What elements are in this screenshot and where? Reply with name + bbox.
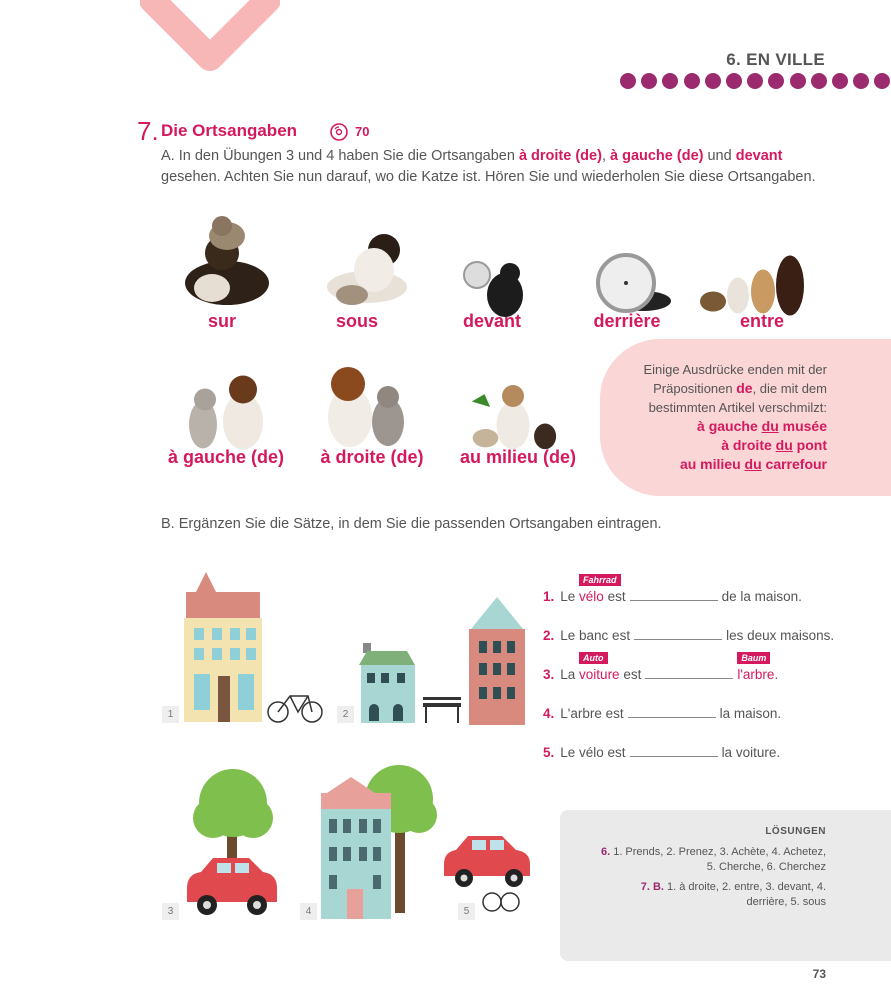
tag-fahrrad: Fahrrad bbox=[579, 574, 621, 586]
grammar-callout-text: Einige Ausdrücke enden mit der Präpositionen de, die mit dem bestimmten Artikel verschmilzt: à gauche du musée à droite du pont au milieu du carrefour bbox=[643, 362, 827, 472]
figure-number-3: 3 bbox=[162, 903, 179, 920]
chevron-decoration bbox=[140, 0, 280, 75]
cat-right-of-dog-image bbox=[312, 357, 422, 457]
label-sous: sous bbox=[335, 311, 378, 331]
exercise-title: Die Ortsangaben bbox=[161, 121, 298, 140]
label-devant: devant bbox=[462, 311, 522, 331]
answer-blank-2[interactable] bbox=[634, 627, 722, 640]
cat-under-dog-image bbox=[312, 215, 422, 315]
sentence-2: 2. Le banc est les deux maisons. bbox=[543, 628, 835, 643]
page-number: 73 bbox=[812, 967, 826, 981]
tag-auto: Auto bbox=[579, 652, 608, 664]
part-b-instruction: B. Ergänzen Sie die Sätze, in dem Sie die passenden Ortsangaben eintragen. bbox=[161, 516, 662, 532]
answer-blank-4[interactable] bbox=[628, 705, 716, 718]
sentence-1: 1. Le Fahrrad vélo est de la maison. bbox=[543, 575, 802, 604]
figure-number-4: 4 bbox=[300, 903, 317, 920]
solution-exercise-6: 6. 1. Prends, 2. Prenez, 3. Achète, 4. Achetez, 5. Cherche, 6. Cherchez bbox=[600, 846, 826, 873]
part-a-instruction: A. In den Übungen 3 und 4 haben Sie die Ortsangaben à droite (de), à gauche (de) und devant gesehen. Achten Sie nun darauf, wo die Katze ist. Hören Sie und wiederholen Sie diese Ortsangaben. bbox=[161, 148, 816, 185]
figure-number-5: 5 bbox=[458, 903, 475, 920]
label-a-gauche: à gauche (de) bbox=[167, 447, 285, 467]
illustration-houses-bench bbox=[355, 595, 533, 727]
label-a-droite: à droite (de) bbox=[320, 447, 424, 467]
exercise-number: 7. bbox=[137, 116, 159, 146]
sentence-3: 3. La Auto voiture est Baum l'arbre. bbox=[543, 653, 779, 682]
chapter-dots bbox=[620, 73, 890, 93]
audio-track-number: 70 bbox=[355, 124, 370, 139]
figure-number-1: 1 bbox=[162, 706, 179, 723]
audio-cd-icon[interactable] bbox=[330, 123, 348, 141]
illustration-tree-car bbox=[183, 763, 283, 923]
answer-blank-3[interactable] bbox=[645, 666, 733, 679]
solution-exercise-7b: 7. B. 1. à droite, 2. entre, 3. devant, 4. derrière, 5. sous bbox=[640, 881, 826, 908]
chapter-title: 6. EN VILLE bbox=[726, 50, 825, 69]
illustration-house-bike bbox=[180, 572, 330, 727]
illustration-car-bike bbox=[440, 828, 538, 914]
sentence-4: 4. L'arbre est la maison. bbox=[543, 706, 782, 721]
solutions-title: LÖSUNGEN bbox=[765, 826, 826, 837]
cat-on-dog-image bbox=[172, 208, 282, 308]
label-au-milieu: au milieu (de) bbox=[459, 447, 576, 467]
illustration-house-tree bbox=[315, 763, 440, 923]
figure-number-2: 2 bbox=[337, 706, 354, 723]
tag-baum: Baum bbox=[737, 652, 770, 664]
answer-blank-1[interactable] bbox=[630, 588, 718, 601]
label-sur: sur bbox=[207, 311, 236, 331]
label-derriere: derrière bbox=[593, 311, 661, 331]
label-entre: entre bbox=[739, 311, 784, 331]
sentence-5: 5. Le vélo est la voiture. bbox=[543, 745, 781, 760]
answer-blank-5[interactable] bbox=[630, 744, 718, 757]
